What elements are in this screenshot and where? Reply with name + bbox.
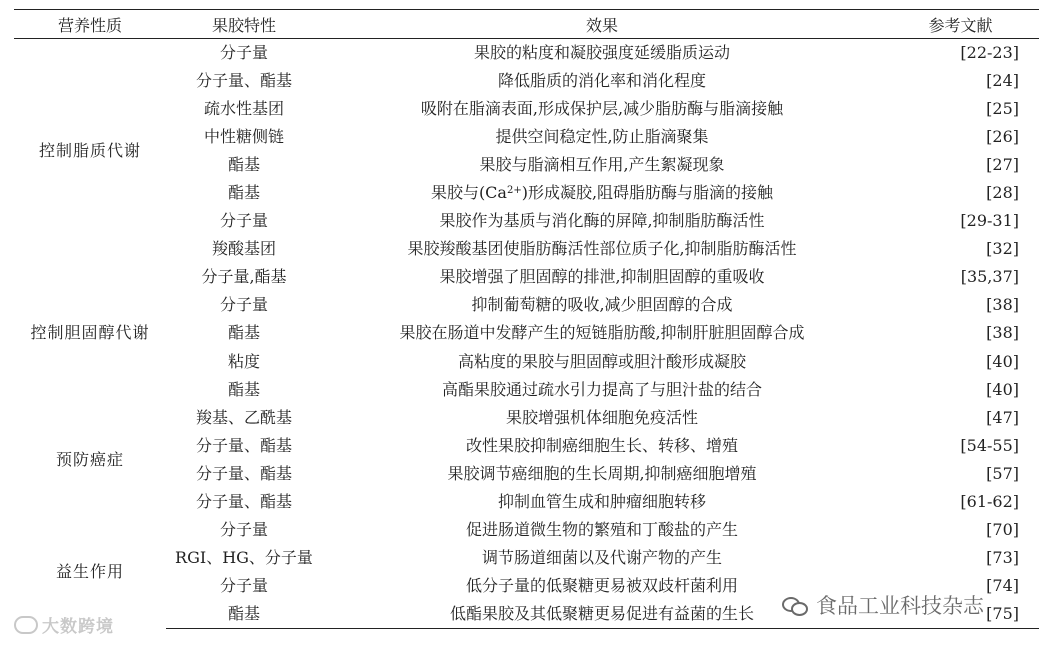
table-header [14,10,1039,39]
table-row [14,179,1039,207]
table-row [14,235,1039,263]
header-row [14,10,1039,39]
effect-cell: 抑制血管生成和肿瘤细胞转移 [497,492,706,512]
table-body [14,39,1039,629]
table-row [14,67,1039,95]
property-cell: 分子量、酯基 [195,435,292,455]
reference-cell: [73] [986,548,1019,568]
property-cell: 羧基、乙酰基 [195,407,292,427]
table-container [14,9,1039,629]
category-cell: 益生作用 [55,562,124,582]
reference-cell: [25] [986,98,1019,118]
table-row [14,123,1039,151]
camera-icon [14,616,38,634]
effect-cell: 果胶的粘度和凝胶强度延缓脂质运动 [473,42,730,62]
effect-cell: 吸附在脂滴表面,形成保护层,减少脂肪酶与脂滴接触 [420,98,784,118]
calcium-charge: 2+ [506,185,522,197]
reference-cell: [70] [986,520,1019,540]
reference-cell: [54-55] [960,435,1019,455]
table-row [14,291,1039,319]
effect-cell: 果胶羧酸基团使脂肪酶活性部位质子化,抑制脂肪酶活性 [407,239,797,259]
watermark-right [782,590,984,620]
reference-cell: [22-23] [960,42,1019,62]
effect-cell: 果胶增强了胆固醇的排泄,抑制胆固醇的重吸收 [439,267,765,287]
property-cell: 粘度 [227,351,260,371]
reference-cell: [27] [986,154,1019,174]
effect-cell: 调节肠道细菌以及代谢产物的产生 [481,548,722,568]
effect-cell: 高酯果胶通过疏水引力提高了与胆汁盐的结合 [441,379,762,399]
wechat-icon [782,595,808,615]
property-cell: 分子量、酯基 [195,463,292,483]
effect-cell: 高粘度的果胶与胆固醇或胆汁酸形成凝胶 [457,351,746,371]
property-cell: 酯基 [227,183,260,203]
table-row [14,432,1039,460]
table-row [14,404,1039,432]
reference-cell: [28] [986,183,1019,203]
property-cell: 分子量、酯基 [195,492,292,512]
reference-cell: [75] [882,600,1039,628]
pectin-nutrition-table [14,9,1039,629]
property-cell: 酯基 [227,154,260,174]
header-reference: 参考文献 [882,10,1039,39]
effect-cell: 抑制葡萄糖的吸收,减少胆固醇的合成 [471,295,733,315]
property-cell: RGI、HG、分子量 [175,548,313,568]
watermark-left [14,612,114,637]
table-row [14,151,1039,179]
effect-cell: 低分子量的低聚糖更易被双歧杆菌利用 [465,576,738,596]
reference-cell: [74] [986,576,1019,596]
reference-cell: [24] [986,70,1019,90]
effect-cell: 提供空间稳定性,防止脂滴聚集 [495,126,709,146]
category-cell: 控制脂质代谢 [38,141,141,161]
header-nutrition-property: 营养性质 [14,10,166,39]
effect-cell: 果胶在肠道中发酵产生的短链脂肪酸,抑制肝脏胆固醇合成 [399,323,805,343]
property-cell: 分子量 [219,42,268,62]
table-row [14,263,1039,291]
reference-cell: [26] [986,126,1019,146]
table-row [14,207,1039,235]
watermark-right-text: 食品工业科技杂志 [816,594,984,618]
property-cell: 疏水性基团 [203,98,284,118]
property-cell: 酯基 [227,323,260,343]
property-cell: 酯基 [166,600,322,628]
property-cell: 分子量,酯基 [201,267,287,287]
effect-text-pre: 果胶与(Ca [430,183,507,203]
effect-text-post: )形成凝胶,阻碍脂肪酶与脂滴的接触 [521,183,774,203]
reference-cell: [40] [986,351,1019,371]
reference-cell: [57] [986,463,1019,483]
table-row [14,348,1039,376]
property-cell: 分子量 [219,295,268,315]
reference-cell: [38] [986,295,1019,315]
table-row [14,319,1039,347]
effect-cell [322,179,882,207]
property-cell: 分子量、酯基 [195,70,292,90]
effect-cell: 果胶与脂滴相互作用,产生絮凝现象 [479,154,725,174]
table-row [14,39,1039,67]
table-row [14,488,1039,516]
watermark-left-text: 大数跨境 [42,617,114,637]
effect-cell: 促进肠道微生物的繁殖和丁酸盐的产生 [465,520,738,540]
effect-cell: 果胶作为基质与消化酶的屏障,抑制脂肪酶活性 [439,211,765,231]
reference-cell: [29-31] [960,211,1019,231]
category-cell: 预防癌症 [55,449,124,469]
effect-cell: 果胶调节癌细胞的生长周期,抑制癌细胞增殖 [447,463,757,483]
header-pectin-property: 果胶特性 [166,10,322,39]
table-row [14,460,1039,488]
reference-cell: [35,37] [960,267,1019,287]
reference-cell: [40] [986,379,1019,399]
property-cell: 分子量 [219,211,268,231]
property-cell: 中性糖侧链 [203,126,284,146]
property-cell: 羧酸基团 [211,239,276,259]
effect-cell: 果胶增强机体细胞免疫活性 [505,407,698,427]
reference-cell: [38] [986,323,1019,343]
table-row [14,376,1039,404]
table-row [14,544,1039,572]
header-effect: 效果 [322,10,882,39]
property-cell: 分子量 [219,520,268,540]
effect-cell: 低酯果胶及其低聚糖更易促进有益菌的生长 [322,600,882,628]
effect-cell: 降低脂质的消化率和消化程度 [497,70,706,90]
category-cell: 控制胆固醇代谢 [30,323,150,343]
property-cell: 分子量 [219,576,268,596]
table-row [14,516,1039,544]
effect-cell: 改性果胶抑制癌细胞生长、转移、增殖 [465,435,738,455]
reference-cell: [47] [986,407,1019,427]
property-cell: 酯基 [227,379,260,399]
reference-cell: [32] [986,239,1019,259]
reference-cell: [61-62] [960,492,1019,512]
table-row [14,95,1039,123]
